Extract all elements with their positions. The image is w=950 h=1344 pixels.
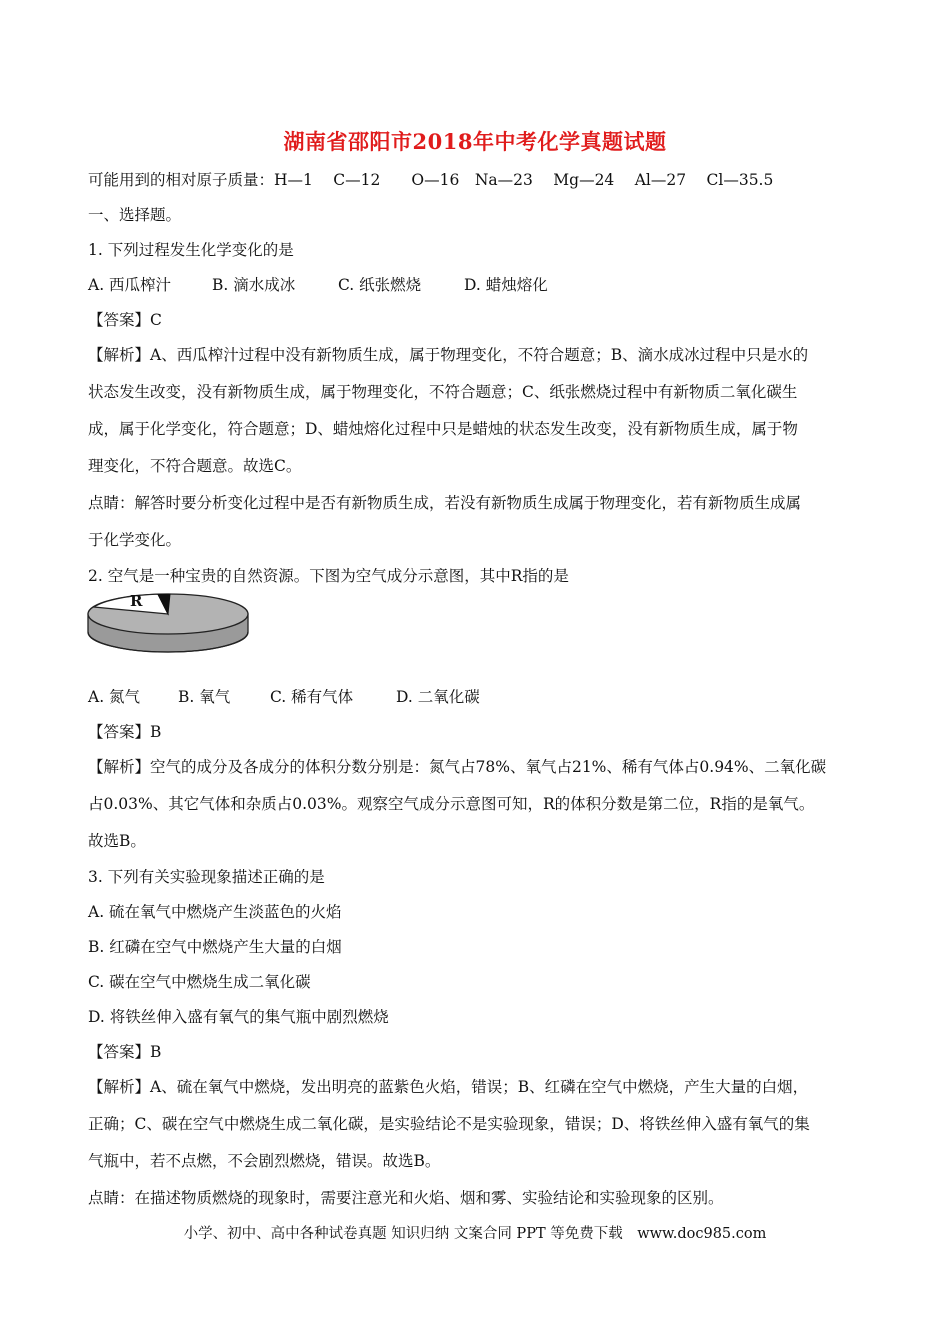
q1-option-b: B. 滴水成冰 xyxy=(212,276,296,294)
q3-comment-line: 点睛：在描述物质燃烧的现象时，需要注意光和火焰、烟和雾、实验结论和实验现象的区别。 xyxy=(88,1189,724,1207)
q3-analysis-line: 气瓶中，若不点燃，不会剧烈燃烧，错误。故选B。 xyxy=(88,1152,441,1170)
question-2-stem: 2. 空气是一种宝贵的自然资源。下图为空气成分示意图，其中R指的是 xyxy=(88,567,569,585)
q3-option-d: D. 将铁丝伸入盛有氧气的集气瓶中剧烈燃烧 xyxy=(88,1008,389,1026)
q1-option-d: D. 蜡烛熔化 xyxy=(464,276,548,294)
q1-answer: 【答案】C xyxy=(88,311,162,329)
question-2-options xyxy=(88,687,480,707)
q2-option-a: A. 氮气 xyxy=(88,688,141,706)
section-heading: 一、选择题。 xyxy=(88,206,182,224)
pie-label-r: R xyxy=(130,592,143,610)
q1-comment-line: 于化学变化。 xyxy=(88,531,182,549)
question-1-options xyxy=(88,275,548,295)
q1-analysis-line: 状态发生改变，没有新物质生成，属于物理变化，不符合题意；C、纸张燃烧过程中有新物质二氧化碳生 xyxy=(88,383,798,401)
q1-comment-line: 点睛：解答时要分析变化过程中是否有新物质生成，若没有新物质生成属于物理变化，若有新物质生成属 xyxy=(88,494,802,512)
q2-option-d: D. 二氧化碳 xyxy=(396,688,480,706)
q2-option-c: C. 稀有气体 xyxy=(270,688,354,706)
q3-analysis-line: 【解析】A、硫在氧气中燃烧，发出明亮的蓝紫色火焰，错误；B、红磷在空气中燃烧，产生大量的白烟， xyxy=(88,1078,809,1096)
q2-analysis-line: 占0.03%、其它气体和杂质占0.03%。观察空气成分示意图可知，R的体积分数是第二位，R指的是氧气。 xyxy=(88,795,815,813)
q1-option-a: A. 西瓜榨汁 xyxy=(88,276,172,294)
q3-option-b: B. 红磷在空气中燃烧产生大量的白烟 xyxy=(88,938,342,956)
q2-analysis-line: 【解析】空气的成分及各成分的体积分数分别是：氮气占78%、氧气占21%、稀有气体占0.94%、二氧化碳 xyxy=(88,758,827,776)
q2-analysis-line: 故选B。 xyxy=(88,832,146,850)
q3-answer: 【答案】B xyxy=(88,1043,162,1061)
atomic-masses: 可能用到的相对原子质量：H—1 C—12 O—16 Na—23 Mg—24 Al—27 Cl—35.5 xyxy=(88,171,774,189)
air-composition-pie-figure xyxy=(86,592,250,664)
question-3-stem: 3. 下列有关实验现象描述正确的是 xyxy=(88,868,325,886)
q1-analysis-line: 理变化，不符合题意。故选C。 xyxy=(88,457,302,475)
q3-option-a: A. 硫在氧气中燃烧产生淡蓝色的火焰 xyxy=(88,903,342,921)
q2-option-b: B. 氧气 xyxy=(178,688,231,706)
q3-option-c: C. 碳在空气中燃烧生成二氧化碳 xyxy=(88,973,311,991)
q2-answer: 【答案】B xyxy=(88,723,162,741)
q1-analysis-line: 【解析】A、西瓜榨汁过程中没有新物质生成，属于物理变化，不符合题意；B、滴水成冰过程中只是水的 xyxy=(88,346,809,364)
q1-analysis-line: 成，属于化学变化，符合题意；D、蜡烛熔化过程中只是蜡烛的状态发生改变，没有新物质生成，属于物 xyxy=(88,420,798,438)
page-footer: 小学、初中、高中各种试卷真题 知识归纳 文案合同 PPT 等免费下载 www.doc985.com xyxy=(183,1226,767,1242)
document-title: 湖南省邵阳市2018年中考化学真题试题 xyxy=(283,129,667,154)
q1-option-c: C. 纸张燃烧 xyxy=(338,276,422,294)
question-1-stem: 1. 下列过程发生化学变化的是 xyxy=(88,241,294,259)
q3-analysis-line: 正确；C、碳在空气中燃烧生成二氧化碳，是实验结论不是实验现象，错误；D、将铁丝伸入盛有氧气的集 xyxy=(88,1115,810,1133)
